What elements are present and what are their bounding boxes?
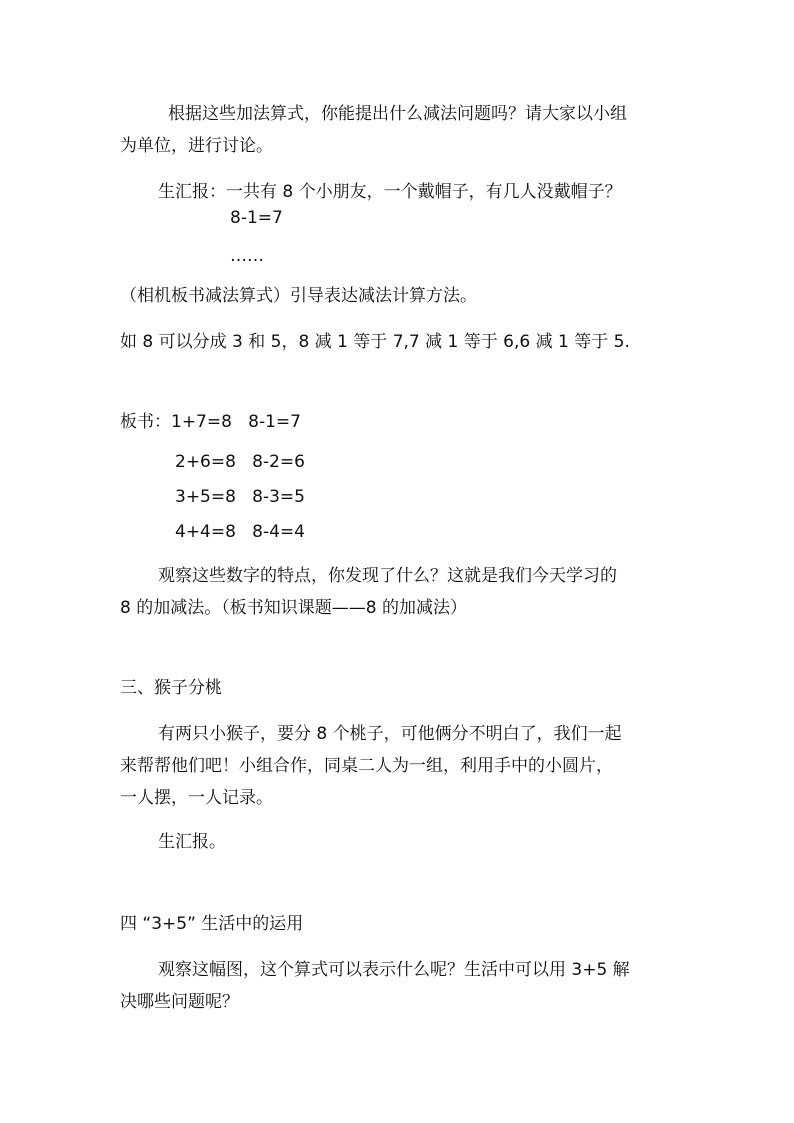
paragraph-line: 决哪些问题呢？ — [120, 992, 239, 1012]
paragraph-line: 来帮帮他们吧！小组合作，同桌二人为一组，利用手中的小圆片， — [120, 756, 613, 776]
paragraph-line: 生汇报。 — [158, 832, 226, 852]
paragraph-line: （相机板书减法算式）引导表达减法计算方法。 — [120, 286, 477, 306]
section-heading: 三、猴子分桃 — [120, 678, 222, 698]
paragraph-line: 生汇报：一共有 8 个小朋友，一个戴帽子，有几人没戴帽子？ — [158, 182, 622, 202]
board-line: 板书：1+7=8 8-1=7 — [120, 412, 301, 432]
paragraph-line: 为单位，进行讨论。 — [120, 136, 273, 156]
board-line: 2+6=8 8-2=6 — [175, 452, 305, 472]
section-heading: 四 “3+5” 生活中的运用 — [120, 914, 304, 934]
paragraph-line: 观察这些数字的特点，你发现了什么？这就是我们今天学习的 — [158, 566, 617, 586]
ellipsis-line: …… — [230, 246, 264, 266]
board-line: 3+5=8 8-3=5 — [175, 487, 305, 507]
paragraph-line: 观察这幅图，这个算式可以表示什么呢？生活中可以用 3+5 解 — [158, 960, 630, 980]
paragraph-line: 根据这些加法算式，你能提出什么减法问题吗？请大家以小组 — [168, 104, 627, 124]
equation-line: 8-1=7 — [230, 208, 283, 228]
board-line: 4+4=8 8-4=4 — [175, 522, 305, 542]
paragraph-line: 8 的加减法。（板书知识课题——8 的加减法） — [120, 598, 467, 618]
paragraph-line: 有两只小猴子，要分 8 个桃子，可他俩分不明白了，我们一起 — [158, 724, 622, 744]
paragraph-line: 一人摆，一人记录。 — [120, 788, 273, 808]
paragraph-line: 如 8 可以分成 3 和 5，8 减 1 等于 7,7 减 1 等于 6,6 减 1 等于 5. — [120, 332, 630, 352]
